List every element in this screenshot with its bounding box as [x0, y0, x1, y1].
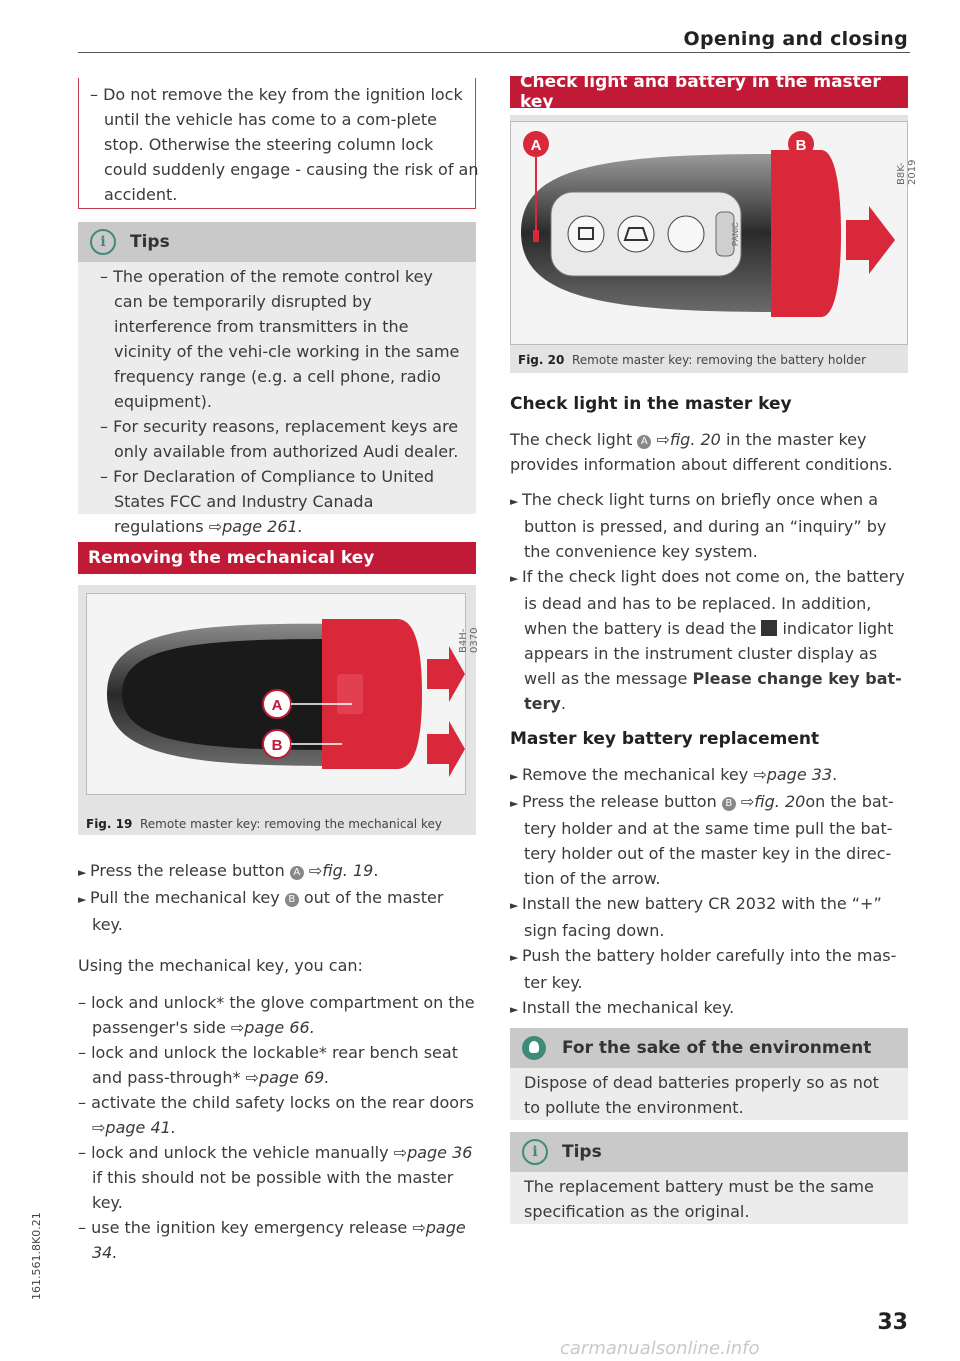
- figure-image: [86, 593, 466, 795]
- mech-key-steps: [78, 858, 476, 1265]
- callout-badge: A: [637, 435, 651, 449]
- tips-heading: [510, 1132, 908, 1172]
- bullet-item: ► If the check light does not come on, the battery is dead and has to be replaced. In addition, when the battery is dead the indicator light appears in the instrument cluster display as well as the message Please change key bat-tery.: [510, 564, 908, 716]
- info-icon: i: [522, 1139, 548, 1165]
- battery-replacement-steps: [510, 762, 908, 1022]
- key-illustration: [87, 594, 465, 794]
- tips-title: Tips: [562, 1142, 602, 1162]
- page-reference[interactable]: ⇨page 34.: [92, 1218, 466, 1262]
- key-illustration: [511, 122, 907, 344]
- section-heading: Check light and battery in the master key: [510, 76, 908, 108]
- section-heading: Removing the mechanical key: [78, 542, 476, 574]
- callout-badge: B: [285, 893, 299, 907]
- use-item: – lock and unlock the lockable* rear bench seat and pass-through* ⇨page 69.: [78, 1043, 458, 1087]
- figure-caption: Fig. 20 Remote master key: removing the battery holder: [518, 353, 867, 367]
- tips-body: The replacement battery must be the same specification as the original.: [510, 1172, 908, 1224]
- use-item: – lock and unlock the vehicle manually ⇨page 36 if this should not be possible with the master key.: [78, 1143, 473, 1212]
- callout-badge: B: [722, 797, 736, 811]
- callout-a-label: A: [271, 697, 283, 714]
- step-item: ► Install the mechanical key.: [510, 995, 908, 1022]
- check-light: [533, 230, 539, 242]
- figure-reference[interactable]: ⇨fig. 20: [740, 792, 806, 811]
- tips-item: – The operation of the remote control key can be temporarily disrupted by interference from transmitters in the vicinity of the vehi-cle working in the same frequency range (e.g. a cell phone, radio equipment).: [100, 267, 460, 411]
- battery-indicator-icon: [761, 620, 777, 636]
- step-item: ► Install the new battery CR 2032 with the “+” sign facing down.: [510, 891, 908, 943]
- step-item: ► Remove the mechanical key ⇨page 33.: [510, 762, 908, 789]
- arrow-right-icon: [427, 721, 465, 777]
- unlock-button: [668, 216, 704, 252]
- arrow-right-icon: [846, 206, 895, 274]
- step-item: ► Press the release button A ⇨fig. 19.: [78, 858, 476, 885]
- step-item: ► Pull the mechanical key B out of the master key.: [78, 885, 476, 937]
- environment-icon: [522, 1036, 546, 1060]
- arrow-right-icon: [427, 646, 465, 702]
- step-item: ► Push the battery holder carefully into the mas-ter key.: [510, 943, 908, 995]
- callout-b-label: B: [795, 137, 807, 154]
- subheading: Check light in the master key: [510, 394, 792, 414]
- callout-a-label: A: [530, 137, 542, 154]
- watermark: carmanualsonline.info: [560, 1338, 760, 1359]
- environment-title: For the sake of the environment: [562, 1038, 872, 1058]
- battery-holder-red: [771, 150, 841, 317]
- environment-heading: [510, 1028, 908, 1068]
- callout-b-label: B: [271, 737, 283, 754]
- bullet-item: ► The check light turns on briefly once when a button is pressed, and during an “inquiry” by the convenience key system.: [510, 487, 908, 564]
- subheading: Master key battery replacement: [510, 729, 820, 749]
- use-item: – activate the child safety locks on the rear doors ⇨page 41.: [78, 1093, 475, 1137]
- tips-body: [78, 262, 476, 536]
- figure-reference[interactable]: ⇨fig. 20: [656, 430, 721, 449]
- check-light-body: [510, 427, 908, 716]
- warning-text: – Do not remove the key from the ignition lock until the vehicle has come to a com-plete stop. Otherwise the steering column lock could suddenly engage - causing the risk of an accident.: [90, 85, 479, 204]
- page-number: 33: [877, 1310, 908, 1335]
- release-slot: [337, 674, 363, 714]
- figure-19: [78, 585, 480, 835]
- header-rule: [78, 52, 910, 53]
- environment-body: Dispose of dead batteries properly so as not to pollute the environment.: [510, 1068, 908, 1120]
- step-item: ► Press the release button B ⇨fig. 20on the bat-tery holder and at the same time pull the bat-tery holder out of the master key in the direc-tion of the arrow.: [510, 789, 908, 891]
- tips-item: – For security reasons, replacement keys are only available from authorized Audi dealer.: [100, 417, 459, 461]
- figure-caption: Fig. 19 Remote master key: removing the mechanical key: [86, 817, 442, 831]
- figure-code: B4H-0370: [458, 627, 480, 653]
- use-item: – lock and unlock* the glove compartment on the passenger's side ⇨page 66.: [78, 993, 475, 1037]
- document-code: 161.561.8K0.21: [30, 1212, 43, 1300]
- figure-reference[interactable]: ⇨fig. 19: [308, 861, 374, 880]
- tips-title: Tips: [130, 232, 170, 252]
- tips-heading: [78, 222, 476, 262]
- page-reference[interactable]: ⇨page 261.: [208, 517, 303, 536]
- figure-image: [510, 121, 908, 345]
- panic-label: PANIC: [731, 222, 740, 246]
- page-reference[interactable]: ⇨page 41.: [92, 1118, 176, 1137]
- page-reference[interactable]: ⇨page 33: [753, 765, 833, 784]
- figure-20: [510, 115, 918, 373]
- use-item: – use the ignition key emergency release ⇨page 34.: [78, 1218, 466, 1262]
- page-reference[interactable]: ⇨page 66.: [230, 1018, 315, 1037]
- figure-code: B8K-2019: [896, 159, 918, 185]
- paragraph: The check light A ⇨fig. 20 in the master key provides information about different conditions.: [510, 430, 893, 474]
- chapter-title: Opening and closing: [683, 28, 908, 50]
- lock-button: [568, 216, 604, 252]
- callout-badge: A: [290, 866, 304, 880]
- trunk-button: [618, 216, 654, 252]
- uses-intro: Using the mechanical key, you can:: [78, 956, 363, 975]
- info-icon: i: [90, 229, 116, 255]
- page-reference[interactable]: ⇨page 36: [393, 1143, 473, 1162]
- tips-item: – For Declaration of Compliance to United States FCC and Industry Canada regulations ⇨page 261.: [100, 467, 434, 536]
- page-reference[interactable]: ⇨page 69.: [245, 1068, 330, 1087]
